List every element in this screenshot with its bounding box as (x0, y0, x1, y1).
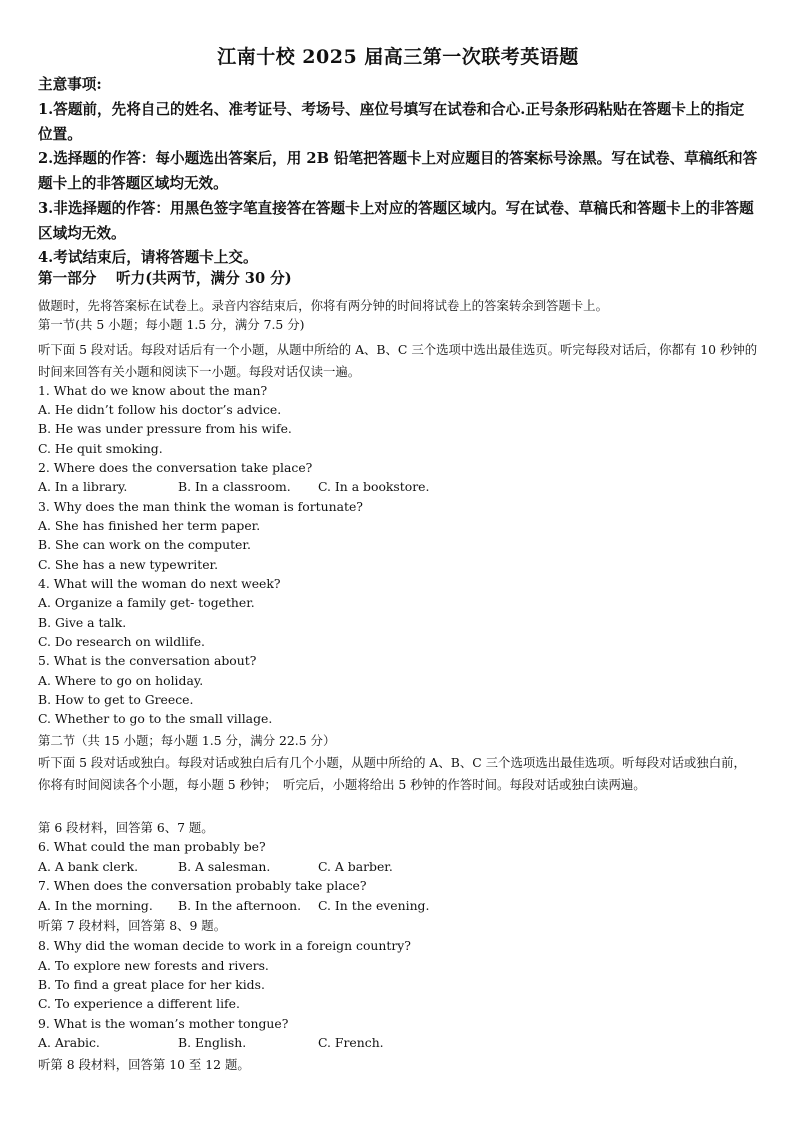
question-6-option-a: A. A bank clerk. (38, 859, 139, 874)
question-3: 3. Why does the man think the woman is fortunate? (38, 499, 363, 514)
question-3-option-c: C. She has a new typewriter. (38, 557, 219, 572)
question-9-option-b: B. English. (178, 1035, 247, 1050)
note-item-4: 4.考试结束后，请将答题卡上交。 (38, 249, 258, 266)
question-6-option-b: B. A salesman. (178, 859, 271, 874)
question-9-option-a: A. Arabic. (38, 1035, 100, 1050)
note-item-2: 2.选择题的作答：每小题选出答案后，用 2B 铅笔把答题卡上对应题目的答案标号涂黑。写在试卷、草稿纸和答题卡上的非答题区域均无效。 (38, 150, 758, 192)
question-3-option-a: A. She has finished her term paper. (38, 518, 261, 533)
question-1-option-a: A. He didn’t follow his doctor’s advice. (38, 402, 282, 417)
question-1-option-b: B. He was under pressure from his wife. (38, 421, 292, 436)
question-2-option-c: C. In a bookstore. (318, 479, 430, 494)
question-8-option-c: C. To experience a different life. (38, 996, 240, 1011)
question-2: 2. Where does the conversation take place? (38, 460, 313, 475)
question-2-option-a: A. In a library. (38, 479, 128, 494)
question-1: 1. What do we know about the man? (38, 383, 268, 398)
question-7-option-c: C. In the evening. (318, 898, 430, 913)
question-7-option-a: A. In the morning. (38, 898, 153, 913)
question-6-options (38, 857, 758, 877)
question-4-option-a: A. Organize a family get- together. (38, 595, 255, 610)
question-4-option-c: C. Do research on wildlife. (38, 634, 205, 649)
part1-heading: 第一部分 听力(共两节，满分 30 分) (38, 270, 292, 287)
material-8-label: 听第 8 段材料，回答第 10 至 12 题。 (38, 1057, 250, 1072)
material-6-label: 第 6 段材料，回答第 6、7 题。 (38, 820, 214, 835)
question-5: 5. What is the conversation about? (38, 653, 257, 668)
question-8-option-a: A. To explore new forests and rivers. (38, 958, 269, 973)
material-7-label: 听第 7 段材料，回答第 8、9 题。 (38, 918, 227, 933)
question-6-option-c: C. A barber. (318, 859, 393, 874)
question-8: 8. Why did the woman decide to work in a foreign country? (38, 938, 411, 953)
question-2-option-b: B. In a classroom. (178, 479, 291, 494)
section2-heading: 第二节（共 15 小题；每小题 1.5 分，满分 22.5 分） (38, 733, 336, 748)
question-6: 6. What could the man probably be? (38, 839, 266, 854)
question-4-option-b: B. Give a talk. (38, 615, 127, 630)
note-item-3: 3.非选择题的作答：用黑色签字笔直接答在答题卡上对应的答题区域内。写在试卷、草稿氏和答题卡上的非答题区域均无效。 (38, 200, 754, 242)
section2-intro: 听下面 5 段对话或独白。每段对话或独白后有几个小题，从题中所给的 A、B、C 三个选项选出最佳选项。听每段对话或独白前，你将有时间阅读各个小题，每小题 5 秒钟； 听完后，小题将给出 5 秒钟的作答时间。每段对话或独白读两遍。 (38, 755, 746, 792)
question-9: 9. What is the woman’s mother tongue? (38, 1016, 289, 1031)
note-item-1: 1.答题前，先将自己的姓名、准考证号、考场号、座位号填写在试卷和合心.正号条形码粘贴在答题卡上的指定位置。 (38, 101, 745, 143)
notes-heading: 主意事项: (38, 76, 102, 93)
question-1-option-c: C. He quit smoking. (38, 441, 163, 456)
question-5-option-b: B. How to get to Greece. (38, 692, 194, 707)
question-7-option-b: B. In the afternoon. (178, 898, 302, 913)
question-4: 4. What will the woman do next week? (38, 576, 281, 591)
question-5-option-c: C. Whether to go to the small village. (38, 711, 273, 726)
question-9-options (38, 1033, 758, 1053)
page-title: 江南十校 2025 届高三第一次联考英语题 (217, 46, 579, 68)
part1-intro: 做题时，先将答案标在试卷上。录音内容结束后，你将有两分钟的时间将试卷上的答案转余到答题卡上。 (38, 298, 608, 313)
question-2-options (38, 477, 758, 497)
question-7-options (38, 896, 758, 916)
question-9-option-c: C. French. (318, 1035, 384, 1050)
question-3-option-b: B. She can work on the computer. (38, 537, 251, 552)
question-8-option-b: B. To find a great place for her kids. (38, 977, 265, 992)
section1-heading: 第一节(共 5 小题；每小题 1.5 分，满分 7.5 分) (38, 317, 305, 332)
question-7: 7. When does the conversation probably take place? (38, 878, 367, 893)
section1-intro: 听下面 5 段对话。每段对话后有一个小题，从题中所给的 A、B、C 三个选项中选出最佳选页。听完每段对话后，你都有 10 秒钟的时间来回答有关小题和阅读下一小题。每段对话仅读一遍。 (38, 342, 758, 379)
question-5-option-a: A. Where to go on holiday. (38, 673, 204, 688)
